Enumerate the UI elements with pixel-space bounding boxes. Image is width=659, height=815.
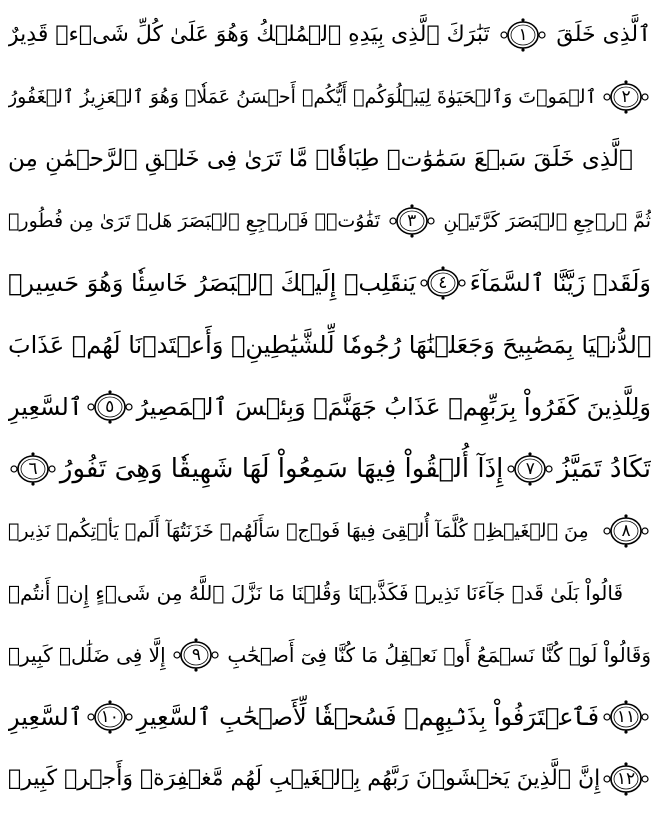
verse-text: ٱلسَّعِيرِ	[8, 393, 83, 421]
verse-number-marker	[87, 390, 133, 424]
text-line	[8, 686, 651, 748]
verse-number: ٣	[407, 210, 417, 231]
verse-text: يَنقَلِبۡ إِلَيۡكَ ٱلۡبَصَرُ خَاسِئٗا وَهُوَ حَسِيرٞ	[8, 269, 416, 297]
verse-number: ١١	[616, 706, 636, 727]
verse-number-marker	[87, 700, 133, 734]
verse-number: ٩	[191, 644, 202, 665]
verse-text: إِنَّ ٱلَّذِينَ يَخۡشَوۡنَ رَبَّهُم بِٱلۡغَيۡبِ لَهُم مَّغۡفِرَةٞ وَأَجۡرٞ كَبِيرٞ	[8, 766, 601, 791]
verse-number: ٥	[105, 396, 115, 417]
verse-number: ٨	[621, 520, 631, 541]
verse-text: ٱلَّذِى خَلَقَ سَبۡعَ سَمَٰوَٰتٖ طِبَاقٗاۖ مَّا تَرَىٰ فِى خَلۡقِ ٱلرَّحۡمَٰنِ مِن	[8, 146, 633, 172]
text-line	[8, 4, 651, 66]
verse-number-marker	[420, 266, 466, 300]
verse-number-marker	[173, 638, 219, 672]
verse-number: ٧	[525, 458, 535, 479]
verse-number-marker	[603, 514, 649, 548]
verse-number-marker	[389, 204, 435, 238]
verse-text: ٱلدُّنۡيَا بِمَصَٰبِيحَ وَجَعَلۡنَٰهَا رُجُومٗا لِّلشَّيَٰطِينِۖ وَأَعۡتَدۡنَا لَهُمۡ عَذَابَ	[8, 331, 651, 359]
text-line	[8, 128, 651, 190]
text-line	[8, 190, 651, 252]
verse-number: ٢	[621, 86, 631, 107]
verse-number-marker	[603, 762, 649, 796]
verse-text: ٱلَّذِى خَلَقَ	[556, 22, 651, 47]
text-line	[8, 314, 651, 376]
verse-number-marker	[603, 80, 649, 114]
verse-number: ١٢	[616, 768, 636, 789]
verse-number: ٦	[28, 458, 38, 479]
verse-number: ١	[518, 24, 528, 45]
verse-text: وَقَالُواْ لَوۡ كُنَّا نَسۡمَعُ أَوۡ نَعۡقِلُ مَا كُنَّا فِىٓ أَصۡحَٰبِ	[227, 643, 651, 667]
verse-text: تَفَٰوُتٖۖ فَٱرۡجِعِ ٱلۡبَصَرَ هَلۡ تَرَىٰ مِن فُطُورٖ	[8, 210, 381, 232]
text-line	[8, 500, 651, 562]
verse-number-marker	[507, 452, 553, 486]
verse-text: تَبَٰرَكَ ٱلَّذِى بِيَدِهِ ٱلۡمُلۡكُ وَهُوَ عَلَىٰ كُلِّ شَىۡءٖ قَدِيرٌ	[8, 22, 490, 47]
verse-text: إِلَّا فِى ضَلَٰلٖ كَبِيرٖ	[8, 643, 166, 667]
verse-text: مِنَ ٱلۡغَيۡظِۖ كُلَّمَآ أُلۡقِىَ فِيهَا فَوۡجٞ سَأَلَهُمۡ خَزَنَتُهَآ أَلَمۡ يَأۡتِكُمۡ نَذِيرٞ	[8, 520, 589, 542]
verse-text: فَٱعۡتَرَفُواْ بِذَنۢبِهِمۡ فَسُحۡقٗا لِّأَصۡحَٰبِ ٱلسَّعِيرِ	[136, 703, 600, 731]
verse-text: تَكَادُ تَمَيَّزُ	[557, 454, 651, 484]
verse-number: ٤	[438, 272, 448, 293]
verse-text: وَلَقَدۡ زَيَّنَّا ٱلسَّمَآءَ	[469, 269, 651, 297]
verse-text: قَالُواْ بَلَىٰ قَدۡ جَآءَنَا نَذِيرٞ فَكَذَّبۡنَا وَقُلۡنَا مَا نَزَّلَ ٱللَّهُ مِن شَىۡءٍ إِنۡ أَنتُمۡ	[8, 581, 624, 605]
verse-number: ١٠	[100, 706, 119, 727]
text-line	[8, 624, 651, 686]
verse-text: إِذَآ أُلۡقُواْ فِيهَا سَمِعُواْ لَهَا شَهِيقٗا وَهِىَ تَفُورُ	[59, 454, 504, 484]
verse-text: ٱلسَّعِيرِ	[8, 703, 83, 731]
verse-text: وَلِلَّذِينَ كَفَرُواْ بِرَبِّهِمۡ عَذَابُ جَهَنَّمَۖ وَبِئۡسَ ٱلۡمَصِيرُ	[136, 393, 651, 421]
text-line	[8, 748, 651, 810]
verse-text: ثُمَّ ٱرۡجِعِ ٱلۡبَصَرَ كَرَّتَيۡنِ	[443, 210, 651, 232]
verse-text: ٱلۡمَوۡتَ وَٱلۡحَيَوٰةَ لِيَبۡلُوَكُمۡ أَيُّكُمۡ أَحۡسَنُ عَمَلٗاۚ وَهُوَ ٱلۡعَزِيزُ ٱلۡغَفُورُ	[8, 86, 597, 108]
verse-number-marker	[603, 700, 649, 734]
verse-number-marker	[10, 452, 56, 486]
text-line	[8, 376, 651, 438]
text-line	[8, 438, 651, 500]
verse-number-marker	[500, 18, 546, 52]
text-line	[8, 562, 651, 624]
text-line	[8, 252, 651, 314]
text-line	[8, 66, 651, 128]
